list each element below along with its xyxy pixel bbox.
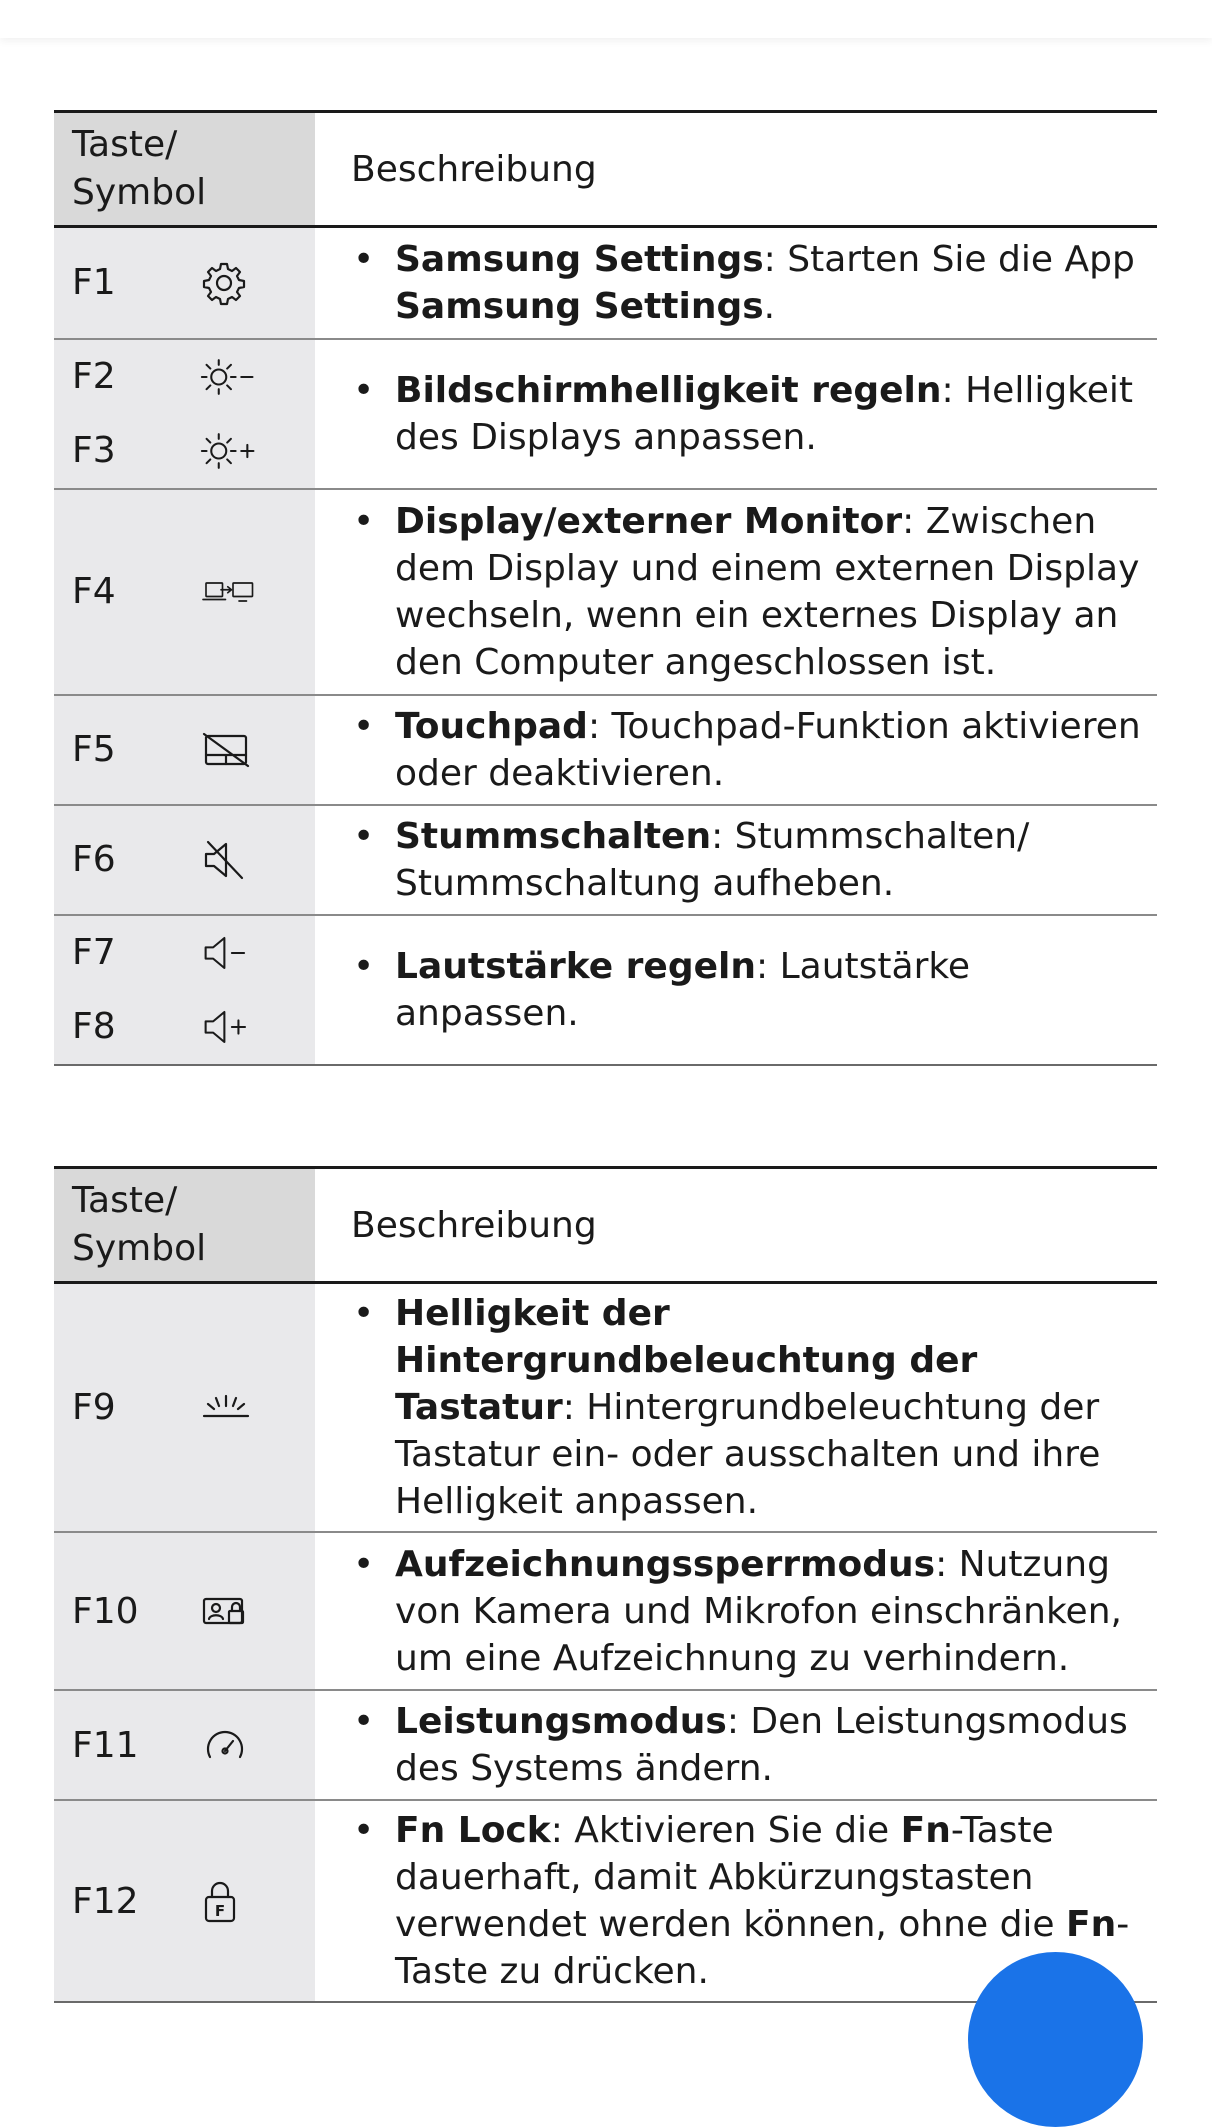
settings-gear-icon	[200, 259, 260, 307]
header-description: Beschreibung	[315, 1168, 1157, 1283]
table-row	[54, 1800, 1157, 2002]
function-title: Touchpad	[395, 705, 588, 747]
key-f8	[54, 990, 315, 1064]
key-f4	[54, 555, 315, 629]
table-header-row	[54, 112, 1157, 227]
table-row	[54, 489, 1157, 695]
floating-action-button[interactable]	[968, 1952, 1143, 2127]
function-key-table-2	[54, 1166, 1157, 2003]
function-text: : Aktivieren Sie die	[550, 1810, 901, 1851]
function-text: : Starten Sie die App	[763, 238, 1135, 280]
function-title: Fn	[1066, 1904, 1117, 1945]
display-switch-icon	[200, 568, 260, 616]
function-text: : Den Leistungsmodus des Systems ändern.	[395, 1701, 1128, 1789]
function-title: Leistungsmodus	[395, 1701, 727, 1742]
table-row	[54, 695, 1157, 805]
function-title: Fn Lock	[395, 1810, 551, 1851]
table-row	[54, 227, 1157, 339]
function-text: .	[763, 285, 776, 327]
key-cell	[54, 339, 315, 489]
function-text: -Taste dauerhaft, damit Abkürzungstasten verwendet werden können, ohne die	[395, 1810, 1067, 1945]
brightness-down-icon	[200, 353, 260, 401]
table-row	[54, 805, 1157, 915]
key-f2	[54, 340, 315, 414]
function-title: Samsung Settings	[395, 285, 764, 327]
description-cell: • Fn Lock: Aktivieren Sie die Fn-Taste dauerhaft, damit Abkürzungstasten verwendet werden können, ohne die Fn-Taste zu drücken.	[315, 1800, 1157, 2002]
description-cell: • Aufzeichnungssperrmodus: Nutzung von Kamera und Mikrofon einschränken, um eine Aufzeichnung zu verhindern.	[315, 1532, 1157, 1690]
key-cell	[54, 1532, 315, 1690]
table-row	[54, 915, 1157, 1065]
volume-down-icon	[200, 929, 260, 977]
function-title: Display/externer Monitor	[395, 500, 903, 542]
header-key-symbol: Taste/ Symbol	[54, 112, 315, 227]
key-f12	[54, 1864, 315, 1938]
top-app-bar	[0, 0, 1212, 38]
description-cell: • Bildschirmhelligkeit regeln: Helligkeit des Displays anpassen.	[315, 339, 1157, 489]
header-key-symbol: Taste/ Symbol	[54, 1168, 315, 1283]
function-text: : Hintergrundbeleuchtung der Tastatur ein- oder ausschalten und ihre Helligkeit anpassen.	[395, 1387, 1101, 1522]
key-f1	[54, 246, 315, 320]
key-label: F2	[72, 356, 116, 397]
function-text: : Nutzung von Kamera und Mikrofon einschränken, um eine Aufzeichnung zu verhindern.	[395, 1543, 1122, 1679]
function-title: Fn	[900, 1810, 951, 1851]
touchpad-toggle-icon	[200, 726, 260, 774]
function-text: -Taste zu drücken.	[395, 1904, 1130, 1992]
key-f9	[54, 1371, 315, 1445]
key-f11	[54, 1708, 315, 1782]
function-title: Samsung Settings	[395, 238, 764, 280]
description-cell: • Lautstärke regeln: Lautstärke anpassen.	[315, 915, 1157, 1065]
header-description: Beschreibung	[315, 112, 1157, 227]
description-cell: • Leistungsmodus: Den Leistungsmodus des Systems ändern.	[315, 1690, 1157, 1800]
key-label: F3	[72, 430, 116, 471]
key-cell	[54, 1283, 315, 1533]
key-cell	[54, 1800, 315, 2002]
function-title: Bildschirmhelligkeit regeln	[395, 369, 942, 411]
table-row	[54, 1283, 1157, 1533]
table-row	[54, 339, 1157, 489]
key-label: F9	[72, 1387, 116, 1428]
function-key-table-1	[54, 110, 1157, 1066]
key-label: F6	[72, 839, 116, 880]
key-f10	[54, 1574, 315, 1648]
function-title: Aufzeichnungssperrmodus	[395, 1543, 936, 1585]
description-cell: • Display/externer Monitor: Zwischen dem Display und einem externen Display wechseln, wenn ein externes Display an den Computer angeschlossen ist.	[315, 489, 1157, 695]
description-cell: • Samsung Settings: Starten Sie die App Samsung Settings.	[353, 238, 1135, 327]
function-title: Lautstärke regeln	[395, 945, 757, 987]
description-cell: • Helligkeit der Hintergrundbeleuchtung der Tastatur: Hintergrundbeleuchtung der Tastatur ein- oder ausschalten und ihre Helligkeit anpassen.	[353, 1293, 1101, 1522]
key-label: F8	[72, 1006, 116, 1047]
key-cell	[54, 695, 315, 805]
function-text: : Lautstärke anpassen.	[395, 945, 971, 1034]
volume-up-icon	[200, 1003, 260, 1051]
key-cell	[54, 805, 315, 915]
privacy-lock-icon	[200, 1587, 260, 1635]
table-header-row	[54, 1168, 1157, 1283]
table-row	[54, 1532, 1157, 1690]
function-text: : Stummschalten/ Stummschaltung aufheben.	[395, 815, 1030, 904]
key-label: F5	[72, 729, 116, 770]
function-text: : Helligkeit des Displays anpassen.	[395, 369, 1134, 458]
function-text: : Zwischen dem Display und einem externen Display wechseln, wenn ein externes Display an den Computer angeschlossen ist.	[395, 500, 1140, 683]
function-title: Helligkeit der Hintergrundbeleuchtung der Tastatur	[395, 1293, 978, 1428]
key-f7	[54, 916, 315, 990]
brightness-up-icon	[200, 427, 260, 475]
performance-gauge-icon	[200, 1721, 260, 1769]
key-cell	[54, 915, 315, 1065]
key-cell	[54, 227, 315, 339]
key-label: F7	[72, 932, 116, 973]
key-f6	[54, 823, 315, 897]
key-label: F11	[72, 1724, 139, 1766]
key-f5	[54, 713, 315, 787]
table-row	[54, 1690, 1157, 1800]
key-label: F10	[72, 1590, 139, 1632]
svg-text:F: F	[214, 1902, 226, 1920]
function-text: : Touchpad-Funktion aktivieren oder deaktivieren.	[395, 705, 1141, 794]
key-label: F1	[72, 262, 116, 304]
key-label: F12	[72, 1880, 139, 1922]
description-cell: • Stummschalten: Stummschalten/ Stummschaltung aufheben.	[315, 805, 1157, 915]
description-cell: • Touchpad: Touchpad-Funktion aktivieren oder deaktivieren.	[315, 695, 1157, 805]
key-f3	[54, 414, 315, 488]
key-label: F4	[72, 571, 116, 612]
function-title: Stummschalten	[395, 815, 712, 857]
key-cell	[54, 489, 315, 695]
key-cell	[54, 1690, 315, 1800]
fn-lock-icon	[200, 1877, 260, 1925]
mute-icon	[200, 836, 260, 884]
keyboard-backlight-icon	[200, 1384, 260, 1432]
